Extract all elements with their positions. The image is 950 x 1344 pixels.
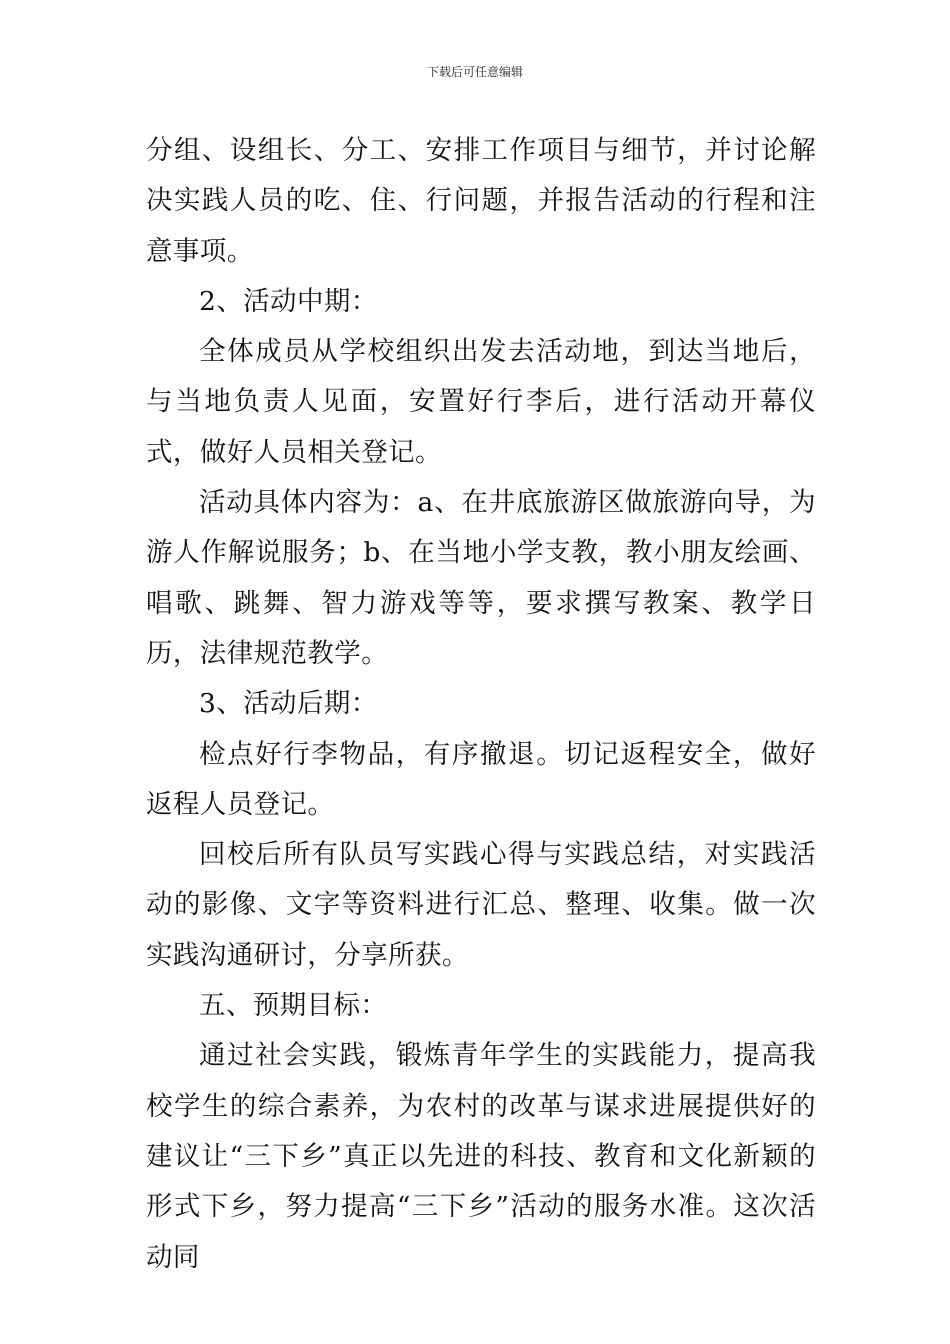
section-heading-late-stage: 3、活动后期： bbox=[199, 688, 378, 720]
paragraph-mid-stage-arrival: 全体成员从学校组织出发去活动地，到达当地后，与当地负责人见面，安置好行李后，进行活动开幕仪式，做好人员相关登记。 bbox=[146, 336, 816, 468]
section-heading-mid-stage: 2、活动中期： bbox=[199, 285, 378, 317]
paragraph-late-stage-check: 检点好行李物品，有序撤退。切记返程安全，做好返程人员登记。 bbox=[146, 738, 816, 820]
paragraph-continuation: 分组、设组长、分工、安排工作项目与细节，并讨论解决实践人员的吃、住、行问题，并报告活动的行程和注意事项。 bbox=[146, 135, 816, 267]
paragraph-expected-goals: 通过社会实践，锻炼青年学生的实践能力，提高我校学生的综合素养，为农村的改革与谋求进展提供好的建议让“三下乡”真正以先进的科技、教育和文化新颖的形式下乡，努力提高“三下乡”活动的服务水准。这次活动同 bbox=[146, 1040, 816, 1273]
page-header: 下载后可任意编辑 bbox=[426, 65, 523, 79]
paragraph-activity-content: 活动具体内容为：a、在井底旅游区做旅游向导，为游人作解说服务；b、在当地小学支教，教小朋友绘画、唱歌、跳舞、智力游戏等等，要求撰写教案、教学日历，法律规范教学。 bbox=[146, 487, 816, 669]
document-body bbox=[146, 126, 816, 1283]
paragraph-return-summary: 回校后所有队员写实践心得与实践总结，对实践活动的影像、文字等资料进行汇总、整理、收集。做一次实践沟通研讨，分享所获。 bbox=[146, 839, 816, 971]
section-heading-expected-goals: 五、预期目标： bbox=[199, 990, 388, 1022]
